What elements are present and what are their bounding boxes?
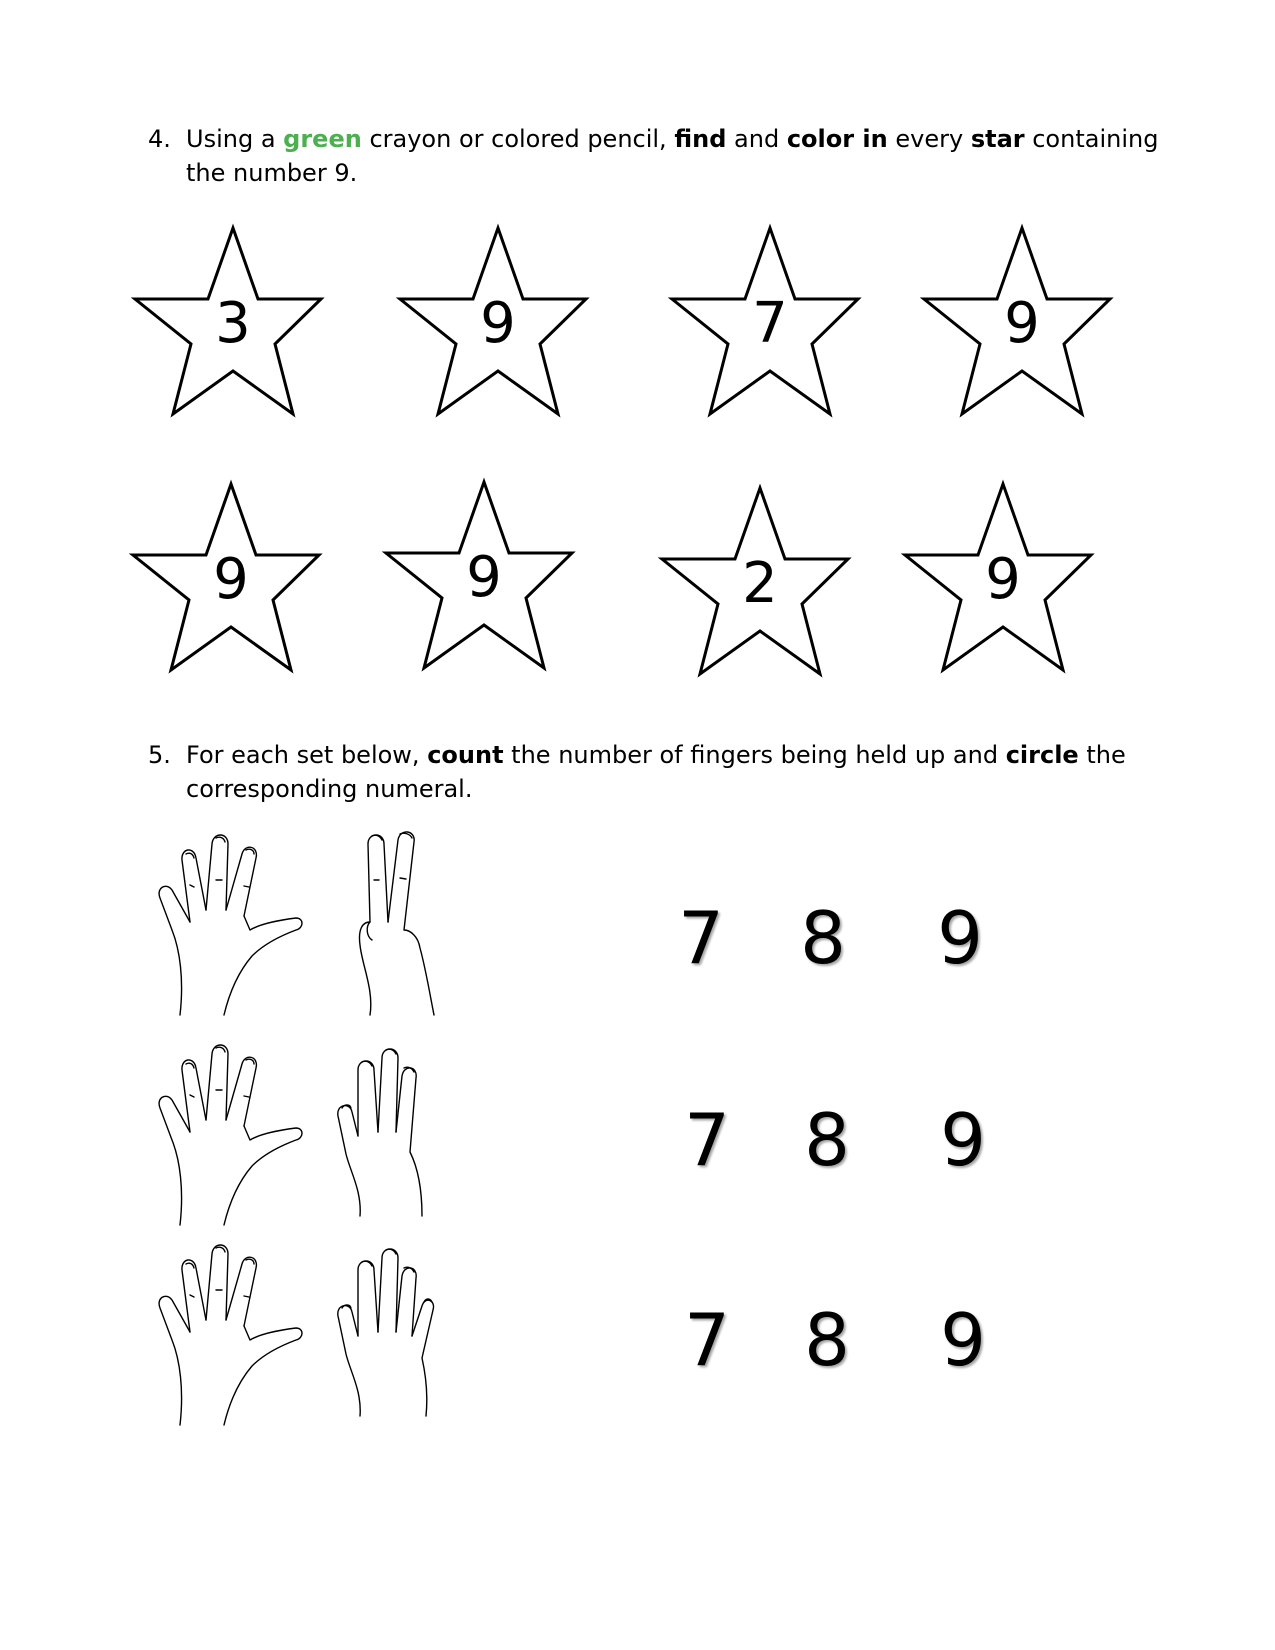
question-text: For each set below, count the number of fingers being held up and circle the corresponding numeral. bbox=[186, 741, 1126, 803]
choice-9[interactable]: 9 bbox=[940, 1098, 986, 1182]
choice-8[interactable]: 8 bbox=[800, 896, 846, 980]
hands-icon bbox=[150, 830, 480, 1030]
hands-icon bbox=[150, 1040, 480, 1240]
question-number: 4. bbox=[148, 125, 171, 153]
choice-8[interactable]: 8 bbox=[804, 1298, 850, 1382]
choice-7[interactable]: 7 bbox=[684, 1098, 730, 1182]
finger-set-1 bbox=[150, 830, 480, 1030]
star-digit: 9 bbox=[213, 547, 249, 612]
star-1[interactable] bbox=[133, 226, 333, 426]
hands-icon bbox=[150, 1240, 480, 1440]
star-7[interactable] bbox=[660, 486, 860, 686]
star-8[interactable] bbox=[903, 482, 1103, 682]
choice-7[interactable]: 7 bbox=[678, 896, 724, 980]
green-word: green bbox=[283, 125, 362, 153]
choice-7[interactable]: 7 bbox=[684, 1298, 730, 1382]
star-digit: 7 bbox=[752, 291, 788, 356]
star-digit: 9 bbox=[1004, 291, 1040, 356]
finger-set-3 bbox=[150, 1240, 480, 1440]
star-digit: 9 bbox=[466, 545, 502, 610]
star-6[interactable] bbox=[384, 480, 584, 680]
question-text: Using a green crayon or colored pencil, find and color in every star containing the number 9. bbox=[186, 125, 1159, 187]
star-5[interactable] bbox=[131, 482, 331, 682]
star-digit: 3 bbox=[215, 291, 251, 356]
finger-set-2 bbox=[150, 1040, 480, 1240]
star-digit: 9 bbox=[985, 547, 1021, 612]
choice-9[interactable]: 9 bbox=[937, 896, 983, 980]
star-3[interactable] bbox=[670, 226, 870, 426]
star-2[interactable] bbox=[398, 226, 598, 426]
choices-set-3 bbox=[684, 1298, 1050, 1382]
star-digit: 2 bbox=[742, 551, 778, 616]
choices-set-1 bbox=[678, 896, 1050, 980]
choice-8[interactable]: 8 bbox=[804, 1098, 850, 1182]
question-number: 5. bbox=[148, 741, 171, 769]
star-4[interactable] bbox=[922, 226, 1122, 426]
choice-9[interactable]: 9 bbox=[940, 1298, 986, 1382]
star-digit: 9 bbox=[480, 291, 516, 356]
choices-set-2 bbox=[684, 1098, 1050, 1182]
